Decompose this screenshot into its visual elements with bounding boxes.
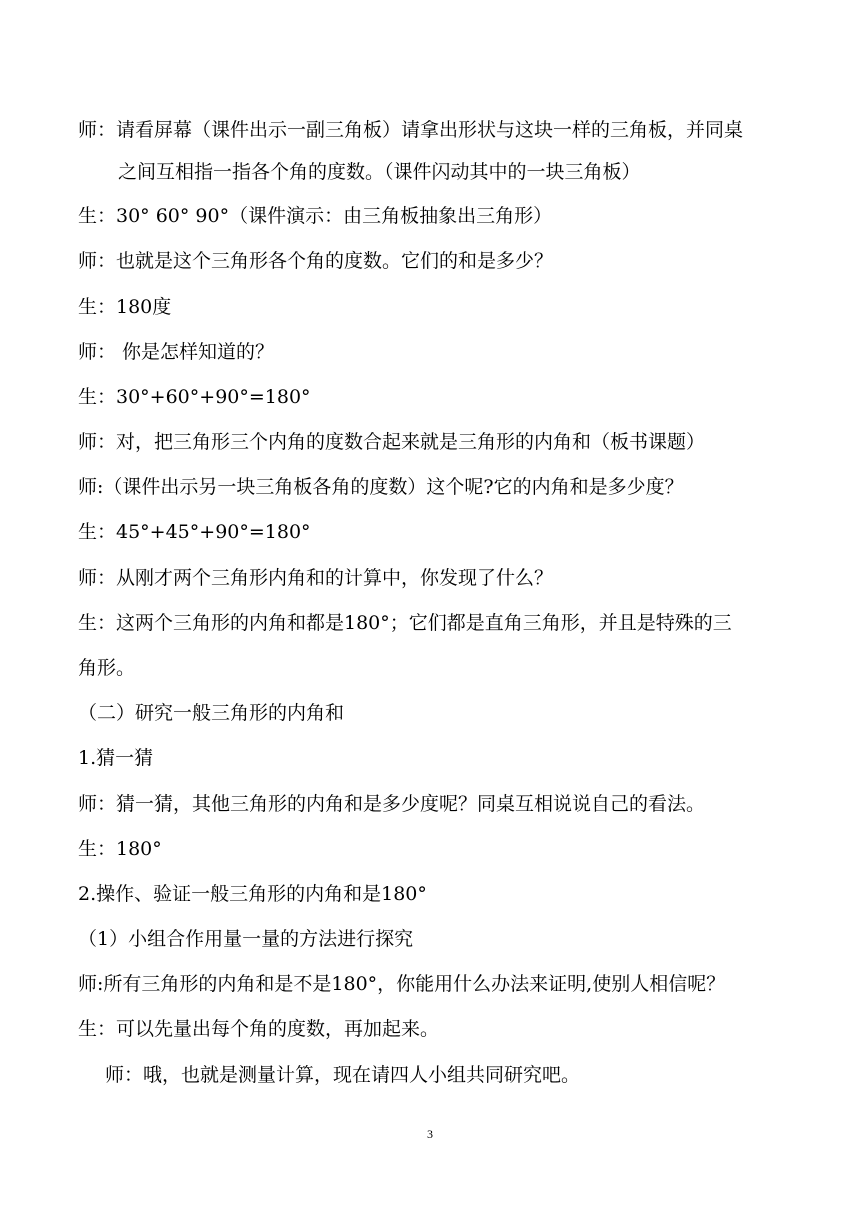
paragraph-line: 生：30°+60°+90°=180° bbox=[78, 386, 311, 408]
paragraph-line: 生：可以先量出每个角的度数，再加起来。 bbox=[78, 1018, 440, 1040]
paragraph-line: 师:所有三角形的内角和是不是180°，你能用什么办法来证明,使别人相信呢？ bbox=[78, 973, 726, 995]
paragraph-line: 角形。 bbox=[78, 657, 136, 679]
paragraph-line: 师:（课件出示另一块三角板各角的度数）这个呢?它的内角和是多少度？ bbox=[78, 476, 684, 498]
paragraph-line: 师：请看屏幕（课件出示一副三角板）请拿出形状与这块一样的三角板，并同桌 bbox=[78, 119, 744, 141]
paragraph-line: 师：哦，也就是测量计算，现在请四人小组共同研究吧。 bbox=[105, 1064, 581, 1086]
paragraph-line: 生：45°+45°+90°=180° bbox=[78, 521, 311, 543]
subsection-heading: 1.猜一猜 bbox=[78, 747, 154, 769]
subsection-heading: （1）小组合作用量一量的方法进行探究 bbox=[78, 928, 414, 950]
paragraph-line: 之间互相指一指各个角的度数。（课件闪动其中的一块三角板） bbox=[118, 161, 641, 183]
page-number: 3 bbox=[427, 1127, 433, 1141]
paragraph-line: 师：也就是这个三角形各个角的度数。它们的和是多少？ bbox=[78, 250, 554, 272]
paragraph-line: 师： 你是怎样知道的？ bbox=[78, 341, 275, 363]
paragraph-line: 生：30° 60° 90°（课件演示：由三角板抽象出三角形） bbox=[78, 205, 553, 227]
paragraph-line: 师：猜一猜，其他三角形的内角和是多少度呢？同桌互相说说自己的看法。 bbox=[78, 793, 706, 815]
subsection-heading: 2.操作、验证一般三角形的内角和是180° bbox=[78, 883, 427, 905]
paragraph-line: 生：180度 bbox=[78, 296, 172, 318]
paragraph-line: 生：180° bbox=[78, 838, 162, 860]
section-heading: （二）研究一般三角形的内角和 bbox=[78, 702, 345, 724]
paragraph-line: 师：对，把三角形三个内角的度数合起来就是三角形的内角和（板书课题） bbox=[78, 431, 706, 453]
paragraph-line: 师：从刚才两个三角形内角和的计算中，你发现了什么？ bbox=[78, 567, 554, 589]
paragraph-line: 生：这两个三角形的内角和都是180°；它们都是直角三角形，并且是特殊的三 bbox=[78, 612, 732, 634]
